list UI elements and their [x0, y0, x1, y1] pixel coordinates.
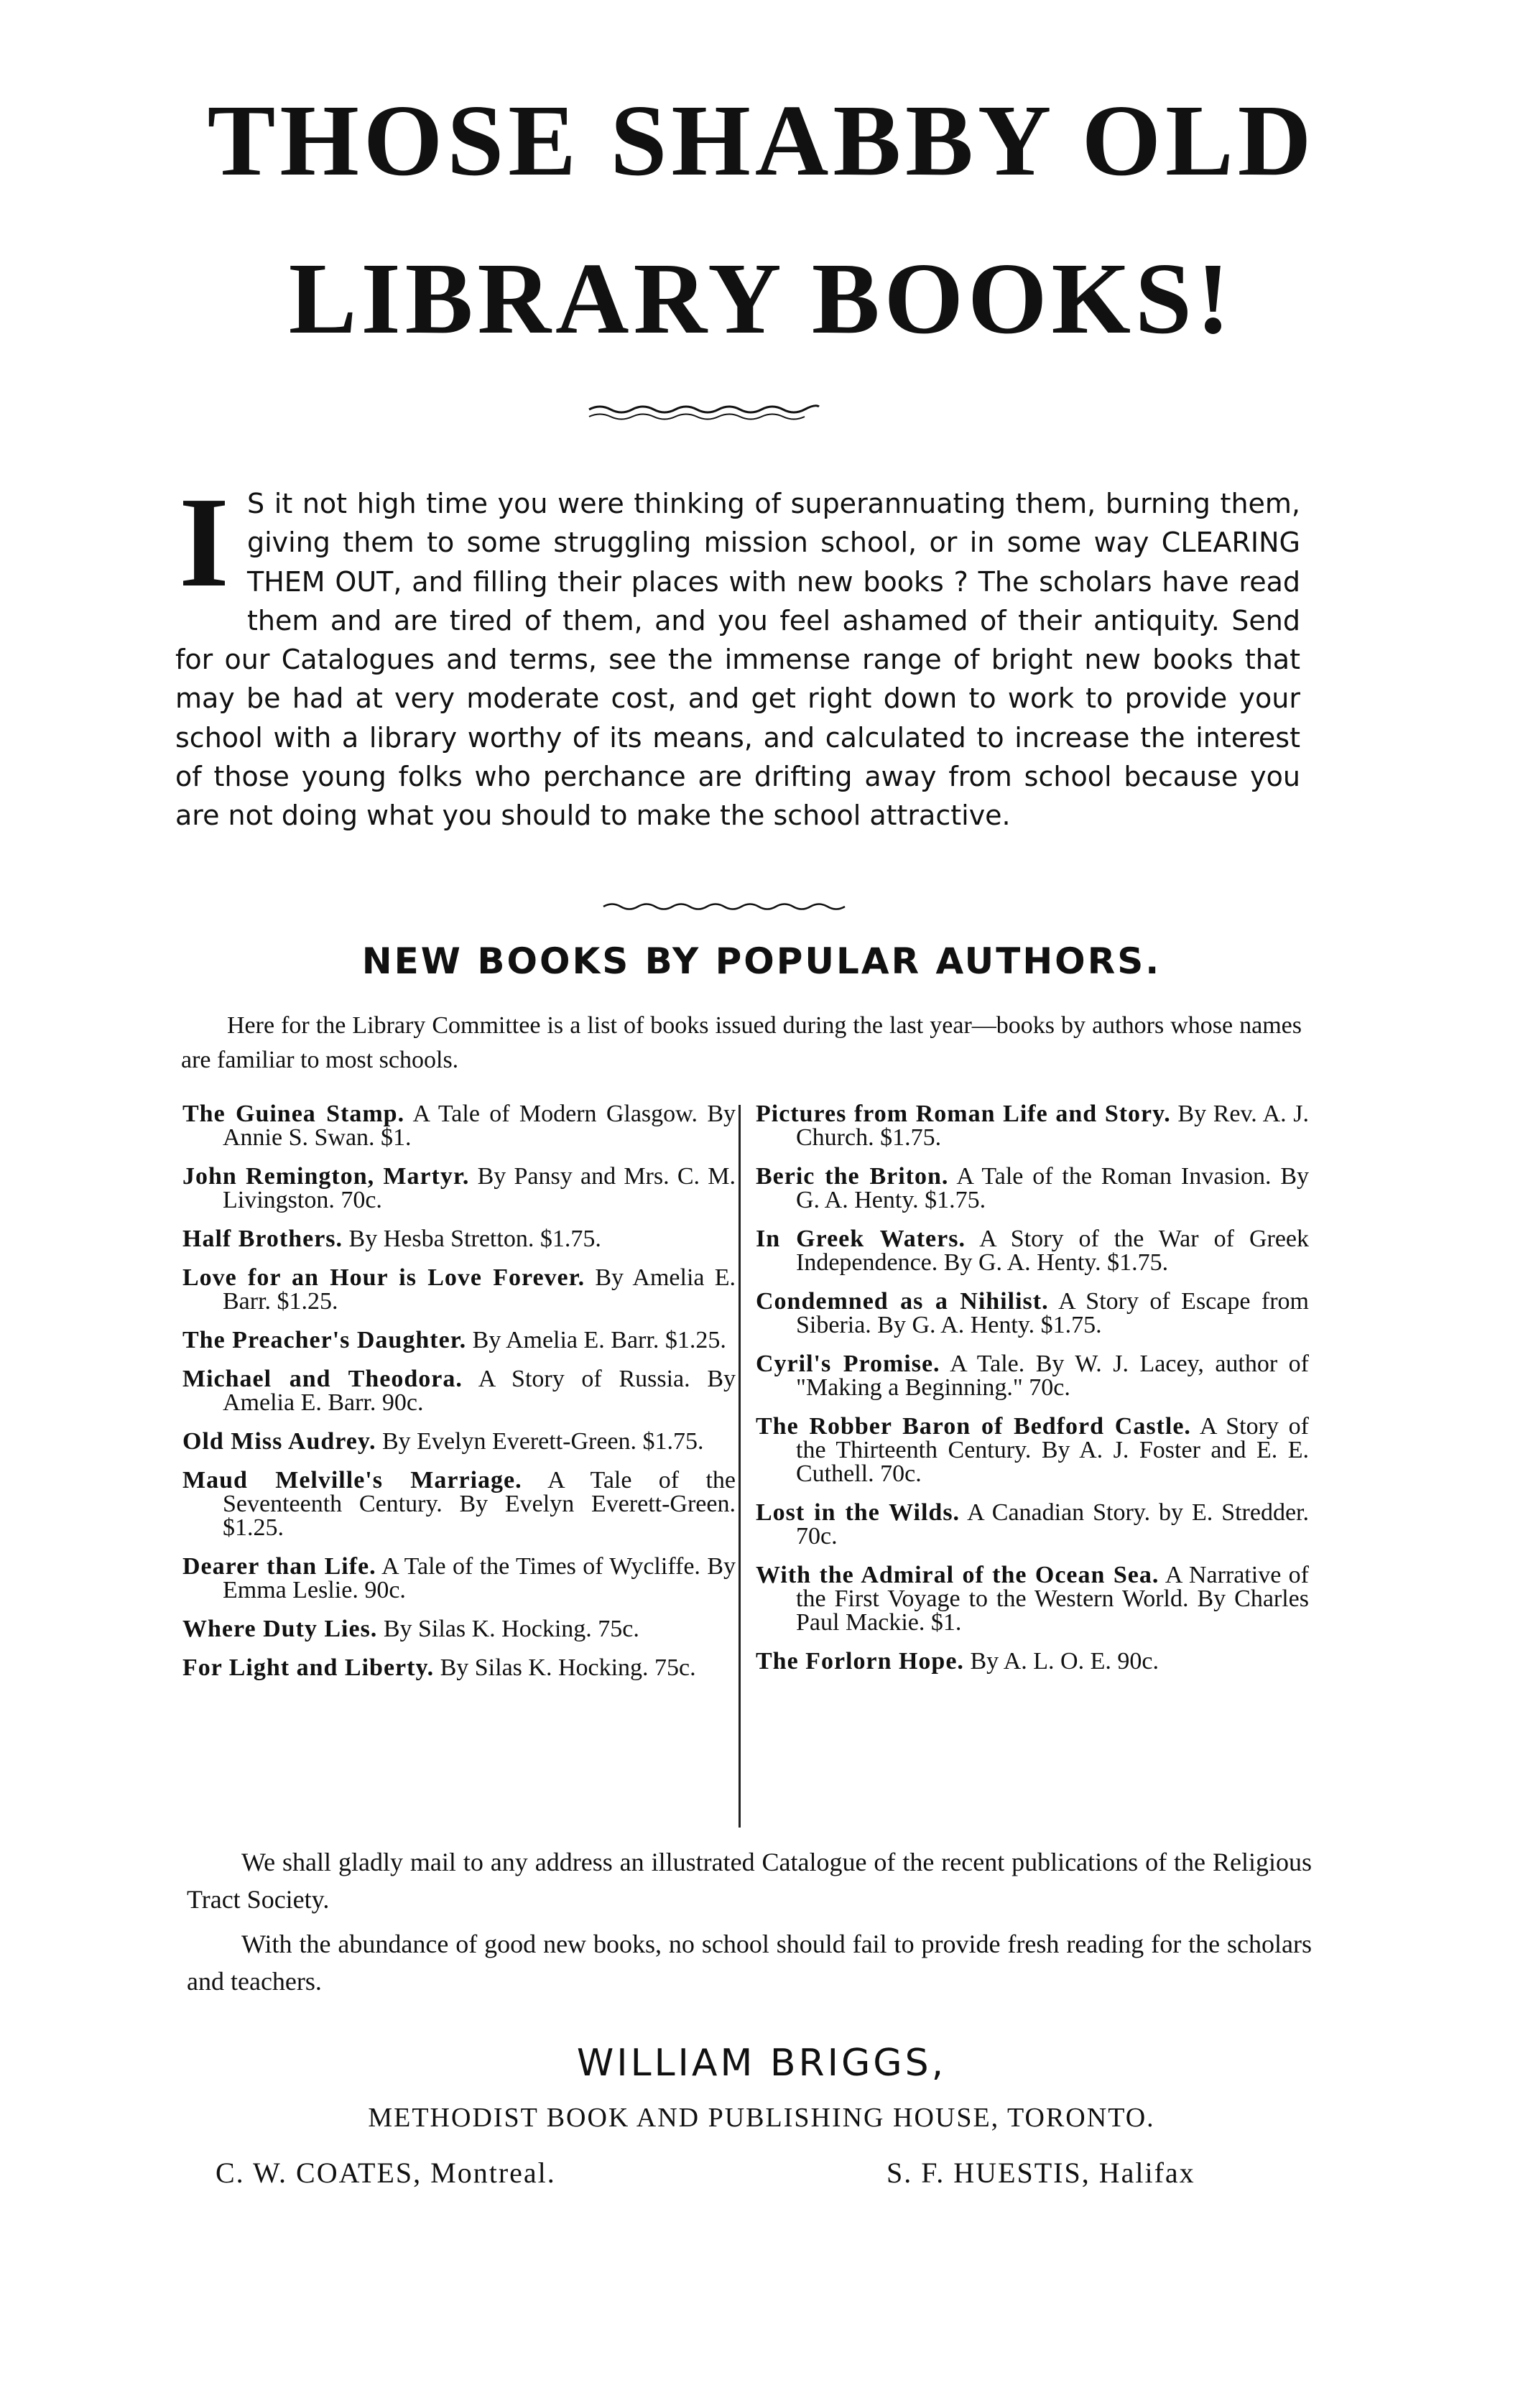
book-detail: By Rev. A. J. Church. $1.75.: [796, 1101, 1310, 1151]
book-entry: [756, 1289, 1309, 1337]
drop-cap: I: [178, 471, 230, 613]
book-detail: A Tale of Modern Glasgow. By Annie S. Swan. $1.: [223, 1101, 736, 1151]
book-entry: [756, 1102, 1309, 1149]
intro-paragraph: [175, 471, 1300, 835]
book-title: Love for an Hour is Love Forever.: [182, 1264, 585, 1291]
book-title: Cyril's Promise.: [756, 1351, 940, 1377]
reading-note: With the abundance of good new books, no school should fail to provide fresh reading for the scholars and teachers.: [187, 1930, 1312, 1996]
book-title: The Forlorn Hope.: [756, 1648, 964, 1675]
book-detail: By Amelia E. Barr. $1.25.: [223, 1264, 736, 1315]
book-title: With the Admiral of the Ocean Sea.: [756, 1562, 1159, 1588]
book-entry: [182, 1430, 736, 1453]
book-title: The Preacher's Daughter.: [182, 1327, 467, 1353]
publisher-name: WILLIAM BRIGGS,: [576, 2042, 947, 2085]
book-title: The Robber Baron of Bedford Castle.: [756, 1413, 1191, 1440]
book-title: Where Duty Lies.: [182, 1616, 378, 1642]
book-entry: [756, 1563, 1309, 1634]
book-title: In Greek Waters.: [756, 1226, 966, 1252]
ornament-divider-top: [585, 402, 823, 424]
book-title: Pictures from Roman Life and Story.: [756, 1101, 1171, 1127]
book-detail: A Story of Russia. By Amelia E. Barr. 90c.: [223, 1366, 736, 1416]
book-entry: [756, 1501, 1309, 1548]
book-detail: By Amelia E. Barr. $1.25.: [472, 1327, 726, 1353]
ornament-divider-middle: [596, 898, 855, 915]
book-detail: By Silas K. Hocking. 75c.: [383, 1616, 639, 1642]
book-detail: By Pansy and Mrs. C. M. Livingston. 70c.: [223, 1163, 736, 1213]
book-detail: By A. L. O. E. 90c.: [970, 1648, 1159, 1675]
book-entry: [182, 1102, 736, 1149]
book-list-right-column: [756, 1102, 1309, 1688]
committee-note: Here for the Library Committee is a list of books issued during the last year—books by authors whose names are familiar to most schools.: [181, 1012, 1302, 1073]
book-title: Lost in the Wilds.: [756, 1499, 960, 1526]
book-entry: [182, 1555, 736, 1602]
section-heading: NEW BOOKS BY POPULAR AUTHORS.: [361, 940, 1162, 982]
agent-montreal: C. W. COATES, Montreal.: [216, 2157, 556, 2189]
book-title: Beric the Briton.: [756, 1163, 949, 1190]
book-entry: [182, 1617, 736, 1641]
book-detail: By Silas K. Hocking. 75c.: [440, 1654, 696, 1681]
book-title: The Guinea Stamp.: [182, 1101, 405, 1127]
book-detail: By Evelyn Everett-Green. $1.75.: [382, 1428, 704, 1455]
publishing-house: METHODIST BOOK AND PUBLISHING HOUSE, TORONTO.: [368, 2103, 1155, 2133]
book-title: Old Miss Audrey.: [182, 1428, 376, 1455]
book-title: For Light and Liberty.: [182, 1654, 435, 1681]
book-list-left-column: [182, 1102, 736, 1695]
book-detail: A Story of the Thirteenth Century. By A. J. Foster and E. E. Cuthell. 70c.: [796, 1413, 1309, 1487]
headline-line-2: LIBRARY BOOKS!: [288, 241, 1235, 355]
book-title: Condemned as a Nihilist.: [756, 1288, 1049, 1315]
book-detail: By Hesba Stretton. $1.75.: [348, 1226, 601, 1252]
book-detail: A Narrative of the First Voyage to the Western World. By Charles Paul Mackie. $1.: [796, 1562, 1310, 1636]
book-entry: [182, 1328, 736, 1352]
book-detail: A Story of the War of Greek Independence. By G. A. Henty. $1.75.: [796, 1226, 1310, 1276]
book-detail: A Canadian Story. by E. Stredder. 70c.: [796, 1499, 1309, 1550]
book-detail: A Story of Escape from Siberia. By G. A. Henty. $1.75.: [796, 1288, 1309, 1338]
book-entry: [756, 1164, 1309, 1212]
book-detail: A Tale. By W. J. Lacey, author of "Making a Beginning." 70c.: [796, 1351, 1309, 1401]
book-title: Maud Melville's Marriage.: [182, 1467, 522, 1494]
book-entry: [182, 1266, 736, 1313]
book-entry: [756, 1414, 1309, 1486]
column-divider: [739, 1105, 741, 1828]
book-entry: [756, 1649, 1309, 1673]
book-title: Michael and Theodora.: [182, 1366, 463, 1392]
book-detail: A Tale of the Seventeenth Century. By Evelyn Everett-Green. $1.25.: [223, 1467, 736, 1541]
intro-text: S it not high time you were thinking of superannuating them, burning them, giving them to some struggling mission school, or in some way CLEARING THEM OUT, and filling their places with new books ? The scholars have read them and are tired of them, and you feel ashamed of their antiquity. Send for our Catalogues and terms, see the immense range of bright new books that may be had at very moderate cost, and get right down to work to provide your school with a library worthy of its means, and calculated to increase the interest of those young folks who perchance are drifting away from school because you are not doing what you should to make the school attractive.: [175, 488, 1300, 832]
book-title: Dearer than Life.: [182, 1553, 376, 1580]
agent-halifax: S. F. HUESTIS, Halifax: [887, 2157, 1195, 2189]
book-entry: [756, 1227, 1309, 1274]
catalogue-offer: We shall gladly mail to any address an illustrated Catalogue of the recent publications of the Religious Tract Society.: [187, 1848, 1312, 1914]
book-entry: [182, 1367, 736, 1414]
book-entry: [756, 1352, 1309, 1399]
book-detail: A Tale of the Roman Invasion. By G. A. Henty. $1.75.: [796, 1163, 1310, 1213]
book-entry: [182, 1468, 736, 1539]
book-entry: [182, 1227, 736, 1251]
book-entry: [182, 1656, 736, 1680]
book-title: Half Brothers.: [182, 1226, 343, 1252]
book-title: John Remington, Martyr.: [182, 1163, 470, 1190]
headline-line-1: THOSE SHABBY OLD: [207, 83, 1316, 197]
book-detail: A Tale of the Times of Wycliffe. By Emma Leslie. 90c.: [223, 1553, 736, 1603]
book-entry: [182, 1164, 736, 1212]
